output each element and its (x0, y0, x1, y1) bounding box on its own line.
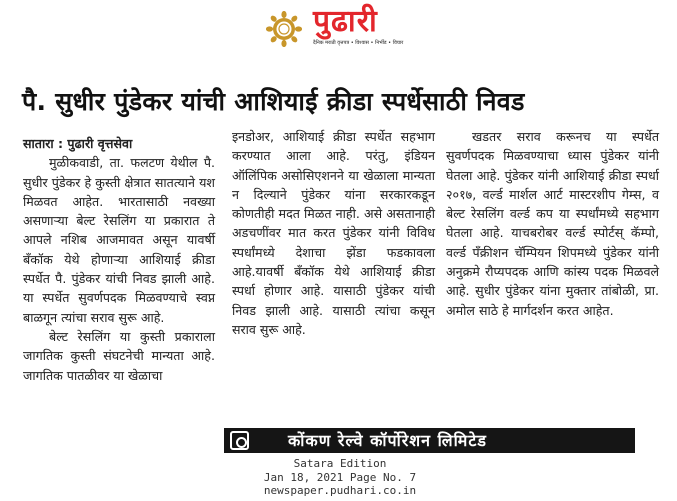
newspaper-seal-icon (266, 11, 302, 47)
article-headline: पै. सुधीर पुंडेकर यांची आशियाई क्रीडा स्पर्धेसाठी निवड (22, 87, 525, 116)
article-column-1 (23, 134, 215, 385)
article-column-2 (232, 127, 435, 339)
advertisement-banner (224, 428, 635, 453)
masthead (0, 0, 677, 72)
article-paragraph: खडतर सराव करूनच या स्पर्धेत सुवर्णपदक मिळवण्याचा ध्यास पुंडेकर यांनी घेतला आहे. पुंडेकर यांनी आशियाई क्रीडा स्पर्धा २०१७, वर्ल्ड मार्शल आर्ट मास्टरशीप गेम्स, व बेल्ट रेसलिंग वर्ल्ड कप या स्पर्धांमध्ये सहभाग घेतला आहे. याचबरोबर वर्ल्ड स्पोर्टस् कॅम्पो, वर्ल्ड पॅंक्रीशन चॅम्पियन शिपमध्ये पुंडेकर यांनी अनुक्रमे रौप्यपदक आणि कांस्य पदक मिळवले आहे. सुधीर पुंडेकर यांना मुक्तार तांबोळी, प्रा. अमोल साठे हे मार्गदर्शन करत आहेत. (446, 129, 659, 318)
page-footer (250, 457, 430, 498)
edition-label: Satara Edition (293, 457, 387, 470)
date-page-label: Jan 18, 2021 Page No. 7 (263, 470, 417, 484)
article-dateline: सातारा : पुढारी वृत्तसेवा (23, 136, 133, 151)
brand (313, 4, 403, 47)
article-paragraph: मुळीकवाडी, ता. फलटण येथील पै. सुधीर पुंडेकर हे कुस्ती क्षेत्रात सातत्याने यश मिळवत आहेत. भारतासाठी नवख्या असणाऱ्या बेल्ट रेसलिंग या प्रकारात ते आपले नशिब आजमावत असून यावर्षी बँकॉक येथे होणाऱ्या आशियाई क्रीडा स्पर्धेत पै. पुंडेकर यांची निवड झाली आहे. या स्पर्धेत सुवर्णपदक मिळवण्याचे स्वप्न बाळगून त्यांचा सराव सुरू आहे. (23, 155, 215, 325)
article-paragraph: इनडोअर, आशियाई क्रीडा स्पर्धेत सहभाग करण्यात आला आहे. परंतु, इंडियन ऑलिंपिक असोसिएशनने या खेळाला मान्यता न दिल्याने पुंडेकर यांना सरकारकडून कोणतीही मदत मिळत नाही. असे असतानाही अडचणींवर मात करत पुंडेकर यांनी विविध स्पर्धांमध्ये देशाचा झेंडा फडकावला आहे.यावर्षी बँकॉक येथे आशियाई क्रीडा स्पर्धा होणार आहे. यासाठी पुंडेकर यांची निवड झाली आहे. यासाठी त्यांचा कसून सराव सुरू आहे. (232, 129, 435, 337)
newspaper-name: पुढारी (313, 4, 378, 39)
article-paragraph: बेल्ट रेसलिंग या कुस्ती प्रकाराला जागतिक कुस्ती संघटनेची मान्यता आहे. जागतिक पातळीवर या खेळाचा (23, 328, 215, 383)
newspaper-tagline: दैनिक मराठी वृत्तपत्र • विश्वास • निर्भीड • विचार (313, 40, 404, 46)
site-url[interactable]: newspaper.pudhari.co.in (263, 484, 417, 497)
advertisement-text: कोंकण रेल्वे कॉर्पोरेशन लिमिटेड (288, 431, 487, 450)
krcl-logo-icon (230, 431, 249, 450)
article-column-3 (446, 127, 659, 320)
